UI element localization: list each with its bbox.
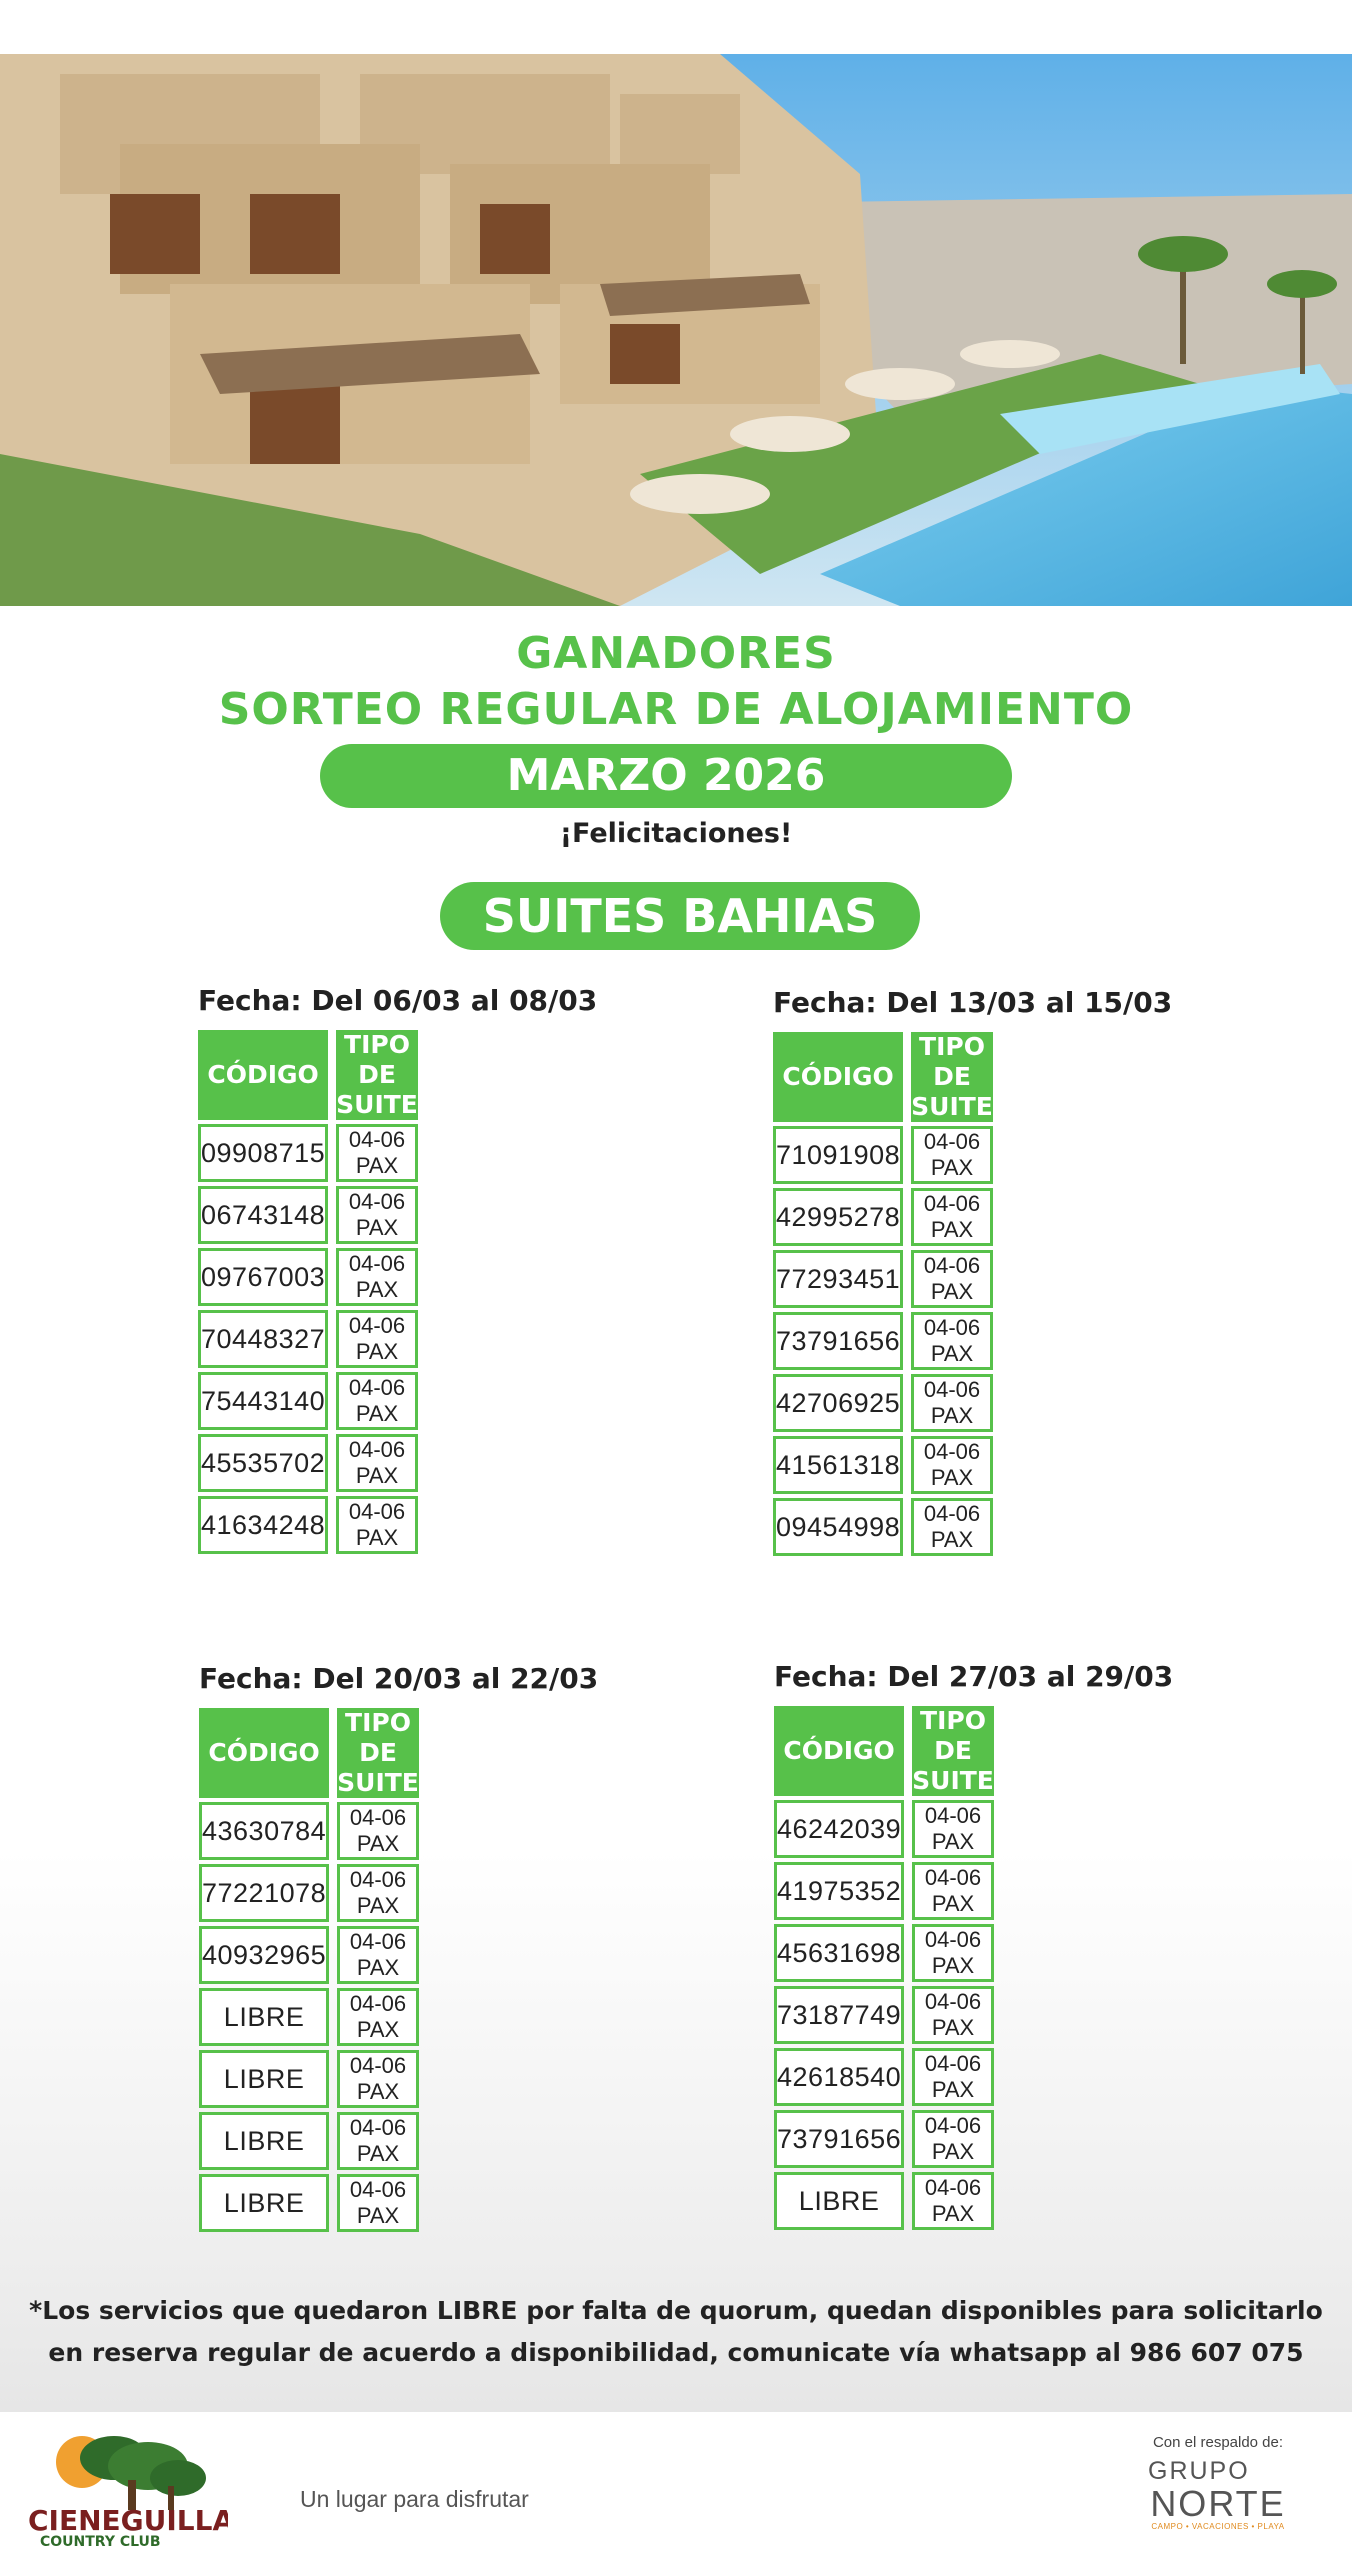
suite-cell: 04-06 PAX — [336, 1434, 418, 1492]
code-cell: 73187749 — [774, 1986, 904, 2044]
code-cell: 41561318 — [773, 1436, 903, 1494]
code-cell: 09767003 — [198, 1248, 328, 1306]
table-row — [773, 1188, 993, 1246]
table-header — [198, 1030, 418, 1120]
suite-cell: 04-06 PAX — [336, 1372, 418, 1430]
sponsor-tagline: CAMPO • VACACIONES • PLAYA — [1151, 2522, 1285, 2531]
sponsor-name-line1: GRUPO — [1148, 2457, 1250, 2485]
suite-cell: 04-06 PAX — [911, 1312, 993, 1370]
code-cell: 09908715 — [198, 1124, 328, 1182]
table-row — [198, 1434, 418, 1492]
suite-cell: 04-06 PAX — [337, 1988, 419, 2046]
suite-cell: 04-06 PAX — [912, 2172, 994, 2230]
suite-column-header — [912, 1706, 994, 1796]
table-row — [199, 2174, 419, 2232]
code-cell: LIBRE — [199, 2174, 329, 2232]
code-column-header: CÓDIGO — [199, 1708, 329, 1798]
code-column-header: CÓDIGO — [198, 1030, 328, 1120]
table-header — [773, 1032, 993, 1122]
suite-cell: 04-06 PAX — [337, 2112, 419, 2170]
table-row — [198, 1310, 418, 1368]
table-row — [198, 1186, 418, 1244]
code-cell: 41975352 — [774, 1862, 904, 1920]
title-line-1: GANADORES — [516, 628, 836, 679]
suite-cell: 04-06 PAX — [337, 2050, 419, 2108]
code-column-header: CÓDIGO — [774, 1706, 904, 1796]
suite-cell: 04-06 PAX — [911, 1126, 993, 1184]
suite-cell: 04-06 PAX — [911, 1436, 993, 1494]
code-cell: LIBRE — [199, 2112, 329, 2170]
congrats-text: ¡Felicitaciones! — [559, 818, 793, 849]
table-row — [774, 1862, 994, 1920]
code-cell: 71091908 — [773, 1126, 903, 1184]
table-row — [199, 1864, 419, 1922]
suite-cell: 04-06 PAX — [337, 1864, 419, 1922]
table-row — [774, 1986, 994, 2044]
sponsor-label: Con el respaldo de: — [1152, 2434, 1284, 2451]
cieneguilla-logo — [28, 2428, 228, 2548]
table-row — [773, 1374, 993, 1432]
suite-cell: 04-06 PAX — [337, 1926, 419, 1984]
table-row — [199, 1988, 419, 2046]
code-cell: 75443140 — [198, 1372, 328, 1430]
suite-header-line2: SUITE — [912, 1766, 994, 1795]
logo-wordmark: CIENEGUILLA — [28, 2504, 228, 2537]
suite-cell: 04-06 PAX — [336, 1186, 418, 1244]
code-cell: 70448327 — [198, 1310, 328, 1368]
code-column-header: CÓDIGO — [773, 1032, 903, 1122]
table-row — [199, 2050, 419, 2108]
table-row — [774, 2048, 994, 2106]
suite-cell: 04-06 PAX — [336, 1124, 418, 1182]
table-row — [198, 1248, 418, 1306]
code-cell: 42706925 — [773, 1374, 903, 1432]
hero-photo — [0, 54, 1352, 606]
title-line-2: SORTEO REGULAR DE ALOJAMIENTO — [218, 684, 1134, 735]
footnote-line-2: en reserva regular de acuerdo a disponibilidad, comunicate vía whatsapp al 986 607 075 — [48, 2338, 1304, 2367]
table-row — [199, 2112, 419, 2170]
table-row — [773, 1312, 993, 1370]
table-row — [198, 1372, 418, 1430]
winners-table — [190, 1026, 426, 1558]
suite-cell: 04-06 PAX — [912, 1800, 994, 1858]
winners-table — [765, 1028, 1001, 1560]
suite-cell: 04-06 PAX — [912, 2110, 994, 2168]
code-cell: 73791656 — [773, 1312, 903, 1370]
suite-cell: 04-06 PAX — [912, 1986, 994, 2044]
winners-table — [766, 1702, 1002, 2234]
sponsor-logo — [1138, 2434, 1298, 2531]
suite-cell: 04-06 PAX — [336, 1496, 418, 1554]
suite-column-header — [337, 1708, 419, 1798]
month-banner: MARZO 2026 — [320, 744, 1012, 808]
table-row — [199, 1802, 419, 1860]
code-cell: LIBRE — [774, 2172, 904, 2230]
table-row — [774, 1800, 994, 1858]
code-cell: 45535702 — [198, 1434, 328, 1492]
suite-cell: 04-06 PAX — [336, 1248, 418, 1306]
suite-header-line2: SUITE — [336, 1090, 418, 1119]
table-row — [773, 1498, 993, 1556]
table-row — [774, 2172, 994, 2230]
code-cell: 09454998 — [773, 1498, 903, 1556]
suite-header-line2: SUITE — [911, 1092, 993, 1121]
sponsor-name-line2: NORTE — [1150, 2483, 1286, 2524]
code-cell: 73791656 — [774, 2110, 904, 2168]
winners-table — [191, 1704, 427, 2236]
suite-cell: 04-06 PAX — [912, 2048, 994, 2106]
code-cell: 77293451 — [773, 1250, 903, 1308]
table-row — [198, 1496, 418, 1554]
code-cell: 41634248 — [198, 1496, 328, 1554]
footnote-line-1: *Los servicios que quedaron LIBRE por falta de quorum, quedan disponibles para solicitarlo — [29, 2296, 1323, 2325]
suite-cell: 04-06 PAX — [912, 1924, 994, 1982]
table-row — [774, 1924, 994, 1982]
footnote — [0, 2290, 1352, 2374]
suite-header-line1: TIPO DE — [345, 1708, 411, 1767]
suite-column-header — [911, 1032, 993, 1122]
table-header — [774, 1706, 994, 1796]
suite-cell: 04-06 PAX — [336, 1310, 418, 1368]
section-banner: SUITES BAHIAS — [440, 882, 920, 950]
footer — [0, 2412, 1352, 2560]
table-header — [199, 1708, 419, 1798]
code-cell: 42618540 — [774, 2048, 904, 2106]
code-cell: 46242039 — [774, 1800, 904, 1858]
suite-column-header — [336, 1030, 418, 1120]
code-cell: 40932965 — [199, 1926, 329, 1984]
code-cell: 45631698 — [774, 1924, 904, 1982]
code-cell: 42995278 — [773, 1188, 903, 1246]
suite-cell: 04-06 PAX — [911, 1374, 993, 1432]
table-row — [199, 1926, 419, 1984]
suite-header-line1: TIPO DE — [919, 1032, 985, 1091]
table-row — [774, 2110, 994, 2168]
suite-header-line2: SUITE — [337, 1768, 419, 1797]
suite-header-line1: TIPO DE — [344, 1030, 410, 1089]
date-range: Fecha: Del 13/03 al 15/03 — [773, 986, 1173, 1019]
date-range: Fecha: Del 20/03 al 22/03 — [199, 1662, 599, 1695]
suite-cell: 04-06 PAX — [911, 1250, 993, 1308]
suite-cell: 04-06 PAX — [337, 1802, 419, 1860]
date-range: Fecha: Del 06/03 al 08/03 — [198, 984, 598, 1017]
table-row — [773, 1250, 993, 1308]
table-row — [198, 1124, 418, 1182]
code-cell: 77221078 — [199, 1864, 329, 1922]
tagline: Un lugar para disfrutar — [300, 2486, 529, 2512]
table-row — [773, 1126, 993, 1184]
code-cell: 06743148 — [198, 1186, 328, 1244]
logo-subtitle: COUNTRY CLUB — [40, 2534, 161, 2548]
suite-cell: 04-06 PAX — [912, 1862, 994, 1920]
suite-header-line1: TIPO DE — [920, 1706, 986, 1765]
code-cell: LIBRE — [199, 1988, 329, 2046]
suite-cell: 04-06 PAX — [911, 1188, 993, 1246]
date-range: Fecha: Del 27/03 al 29/03 — [774, 1660, 1174, 1693]
code-cell: LIBRE — [199, 2050, 329, 2108]
code-cell: 43630784 — [199, 1802, 329, 1860]
suite-cell: 04-06 PAX — [337, 2174, 419, 2232]
table-row — [773, 1436, 993, 1494]
suite-cell: 04-06 PAX — [911, 1498, 993, 1556]
